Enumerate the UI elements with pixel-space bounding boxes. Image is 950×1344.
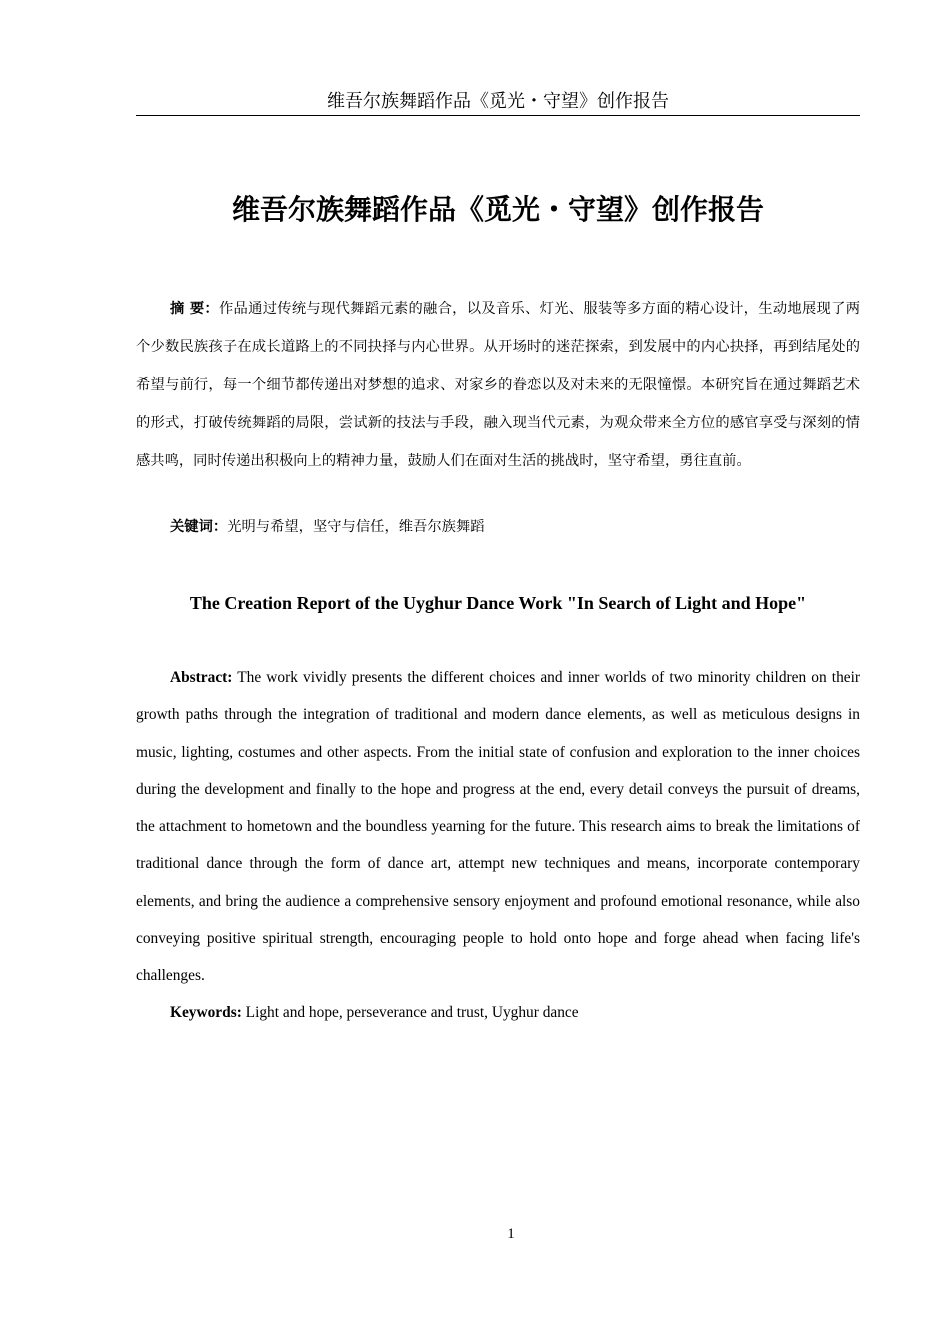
english-abstract-label: Abstract:: [170, 669, 233, 686]
chinese-keywords-text: 光明与希望，坚守与信任，维吾尔族舞蹈: [227, 519, 485, 535]
chinese-title: 维吾尔族舞蹈作品《觅光・守望》创作报告: [231, 193, 764, 226]
english-abstract: [136, 659, 860, 995]
chinese-abstract: [136, 290, 860, 480]
chinese-keywords: [170, 512, 860, 542]
english-title: The Creation Report of the Uyghur Dance Work "In Search of Light and Hope": [189, 593, 807, 613]
chinese-abstract-label: 摘 要：: [170, 301, 219, 317]
english-keywords: [170, 998, 860, 1028]
english-keywords-text: Light and hope, perseverance and trust, Uyghur dance: [241, 1004, 579, 1021]
english-abstract-text: The work vividly presents the different choices and inner worlds of two minority children on their growth paths through the integration of traditional and modern dance elements, as well as meticulous designs in music, lighting, costumes and other aspects. From the initial state of confusion and exploration to the inner choices during the development and finally to the hope and progress at the end, every detail conveys the pursuit of dreams, the attachment to hometown and the boundless yearning for the future. This research aims to break the limitations of traditional dance through the form of dance art, attempt new techniques and means, incorporate contemporary elements, and bring the audience a comprehensive sensory enjoyment and profound emotional resonance, while also conveying positive spiritual strength, encouraging people to hold onto hope and forge ahead when facing life's challenges.: [136, 669, 860, 985]
english-keywords-label: Keywords:: [170, 1004, 242, 1021]
chinese-abstract-text: 作品通过传统与现代舞蹈元素的融合，以及音乐、灯光、服装等多方面的精心设计，生动地展现了两个少数民族孩子在成长道路上的不同抉择与内心世界。从开场时的迷茫探索，到发展中的内心抉择，再到结尾处的希望与前行，每一个细节都传递出对梦想的追求、对家乡的眷恋以及对未来的无限憧憬。本研究旨在通过舞蹈艺术的形式，打破传统舞蹈的局限，尝试新的技法与手段，融入现当代元素，为观众带来全方位的感官享受与深刻的情感共鸣，同时传递出积极向上的精神力量，鼓励人们在面对生活的挑战时，坚守希望，勇往直前。: [136, 301, 860, 469]
chinese-keywords-label: 关键词：: [170, 519, 228, 535]
running-header: 维吾尔族舞蹈作品《觅光・守望》创作报告: [327, 91, 669, 112]
header-rule: [136, 115, 860, 116]
page-number: 1: [507, 1226, 515, 1242]
